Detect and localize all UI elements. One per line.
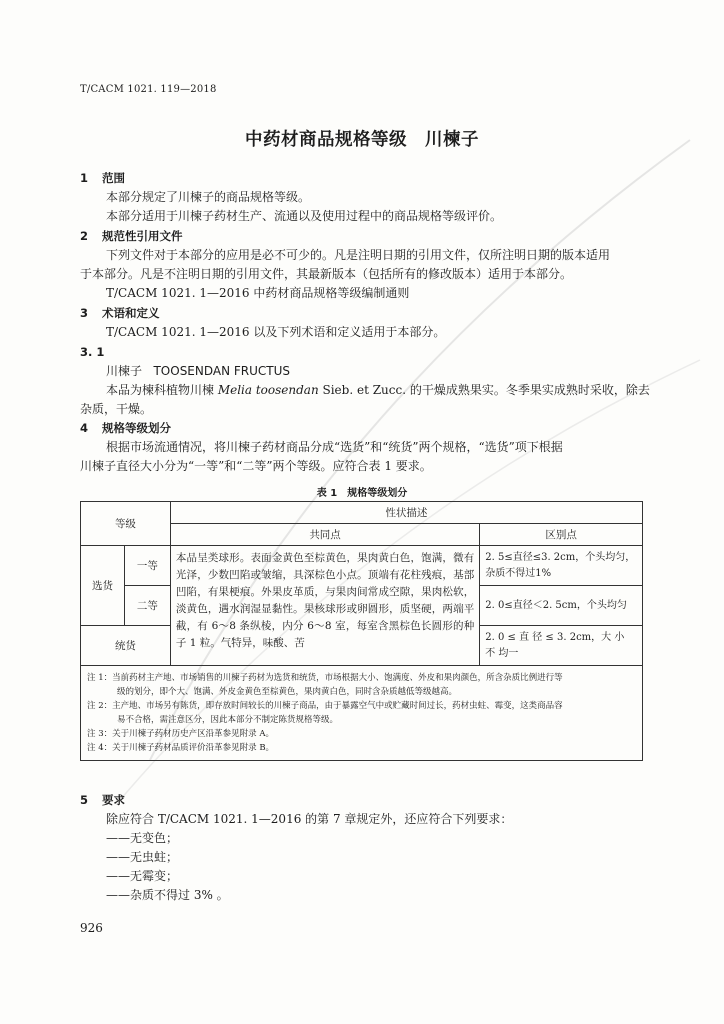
- document-title: 中药材商品规格等级 川楝子: [245, 130, 479, 150]
- requirement-item: ——杂质不得过 3% 。: [106, 888, 229, 902]
- term-entry: [106, 363, 290, 379]
- common-characteristics: 本品呈类球形。表面金黄色至棕黄色，果肉黄白色，饱满，微有光泽，少数凹陷或皱缩，具深棕色小点。顶端有花柱残痕，基部凹陷，有果梗痕。外果皮革质，与果肉间常成空隙，果肉松软，淡黄色，遇水润湿显黏性。果核球形或卵圆形，质坚硬，两端平截，有 6～8 条纵棱，内分 6～8 室，每室含黑棕色长圆形的种子 1 粒。气特异，味酸、苦: [170, 546, 479, 666]
- spec-select: 选货: [81, 546, 125, 626]
- header-description: 性状描述: [170, 502, 642, 524]
- paragraph: 川楝子直径大小分为“一等”和“二等”两个等级。应符合表 1 要求。: [80, 459, 432, 473]
- table-caption: 表 1 规格等级划分: [316, 488, 408, 499]
- table-notes-row: [81, 666, 643, 761]
- requirement-item: ——无变色；: [106, 831, 179, 845]
- definition-line: [106, 382, 650, 398]
- note-1: 注 1：当前药材主产地、市场销售的川楝子药材为选货和统货，市场根据大小、饱满度、外皮和果肉颜色，所含杂质比例进行等: [87, 673, 563, 683]
- paragraph: 除应符合 T/CACM 1021. 1—2016 的第 7 章规定外，还应符合下列要求：: [106, 812, 513, 826]
- section-title: 术语和定义: [102, 306, 160, 320]
- definition-text: Sieb. et Zucc. 的干燥成熟果实。冬季果实成熟时采收，除去: [318, 383, 650, 397]
- difference-bulk: 2. 0 ≤ 直 径 ≤ 3. 2cm，大 小 不 均一: [480, 626, 643, 666]
- section-number: 4: [80, 421, 89, 435]
- spec-bulk: 统货: [81, 626, 171, 666]
- difference-first-grade: 2. 5≤直径≤3. 2cm，个头均匀，杂质不得过1%: [480, 546, 643, 586]
- note-3: 注 3：关于川楝子药材历史产区沿革参见附录 A。: [87, 729, 274, 739]
- section-heading-2: [80, 228, 183, 244]
- grade-table: [80, 501, 643, 761]
- latin-name: Melia toosendan: [217, 383, 319, 397]
- section-title: 要求: [102, 793, 125, 807]
- note-1-continued: 级的划分，即个大、饱满、外皮金黄色至棕黄色，果肉黄白色，同时含杂质越低等级越高。: [117, 687, 458, 697]
- requirement-item: ——无霉变；: [106, 869, 179, 883]
- paragraph: 本部分规定了川楝子的商品规格等级。: [106, 190, 311, 204]
- table-row: [81, 546, 643, 586]
- header-difference: 区别点: [480, 524, 643, 546]
- note-2: 注 2：主产地、市场另有陈货，即存放时间较长的川楝子商品，由于暴露空气中或贮藏时间过长，药材虫蛀、霉变，这类商品容: [87, 701, 563, 711]
- section-heading-3: [80, 305, 160, 321]
- section-title: 规格等级划分: [102, 421, 171, 435]
- page-number: 926: [80, 921, 103, 935]
- header-grade: 等级: [81, 502, 171, 546]
- grade-second: 二等: [124, 586, 170, 626]
- paragraph: 于本部分。凡是不注明日期的引用文件，其最新版本（包括所有的修改版本）适用于本部分。: [80, 267, 573, 281]
- section-heading-1: [80, 170, 125, 186]
- grade-first: 一等: [124, 546, 170, 586]
- section-heading-5: [80, 792, 125, 808]
- section-number: 1: [80, 171, 89, 185]
- paragraph: 下列文件对于本部分的应用是必不可少的。凡是注明日期的引用文件，仅所注明日期的版本适用: [106, 248, 611, 262]
- paragraph: 本部分适用于川楝子药材生产、流通以及使用过程中的商品规格等级评价。: [106, 209, 503, 223]
- paragraph: 杂质，干燥。: [80, 402, 153, 416]
- requirement-item: ——无虫蛀；: [106, 850, 179, 864]
- term-english: TOOSENDAN FRUCTUS: [153, 364, 291, 378]
- normative-reference: T/CACM 1021. 1—2016 中药材商品规格等级编制通则: [106, 286, 410, 300]
- definition-text: 本品为楝科植物川楝: [106, 383, 218, 397]
- paragraph: 根据市场流通情况，将川楝子药材商品分成“选货”和“统货”两个规格，“选货”项下根据: [106, 440, 563, 454]
- paragraph: T/CACM 1021. 1—2016 以及下列术语和定义适用于本部分。: [106, 325, 446, 339]
- term-chinese: 川楝子: [106, 364, 143, 378]
- difference-second-grade: 2. 0≤直径＜2. 5cm，个头均匀: [480, 586, 643, 626]
- section-title: 规范性引用文件: [102, 229, 183, 243]
- section-heading-4: [80, 420, 171, 436]
- header-common: 共同点: [170, 524, 479, 546]
- section-number: 2: [80, 229, 89, 243]
- note-2-continued: 易不合格，需注意区分，因此本部分不制定陈货规格等级。: [117, 715, 339, 725]
- section-number: 3: [80, 306, 89, 320]
- section-title: 范围: [102, 171, 125, 185]
- table-notes: [81, 666, 643, 761]
- table-header-row: [81, 502, 643, 524]
- note-4: 注 4：关于川楝子药材品质评价沿革参见附录 B。: [87, 743, 275, 753]
- subsection-number: 3. 1: [80, 345, 105, 359]
- section-number: 5: [80, 793, 89, 807]
- standard-code: T/CACM 1021. 119—2018: [80, 84, 217, 95]
